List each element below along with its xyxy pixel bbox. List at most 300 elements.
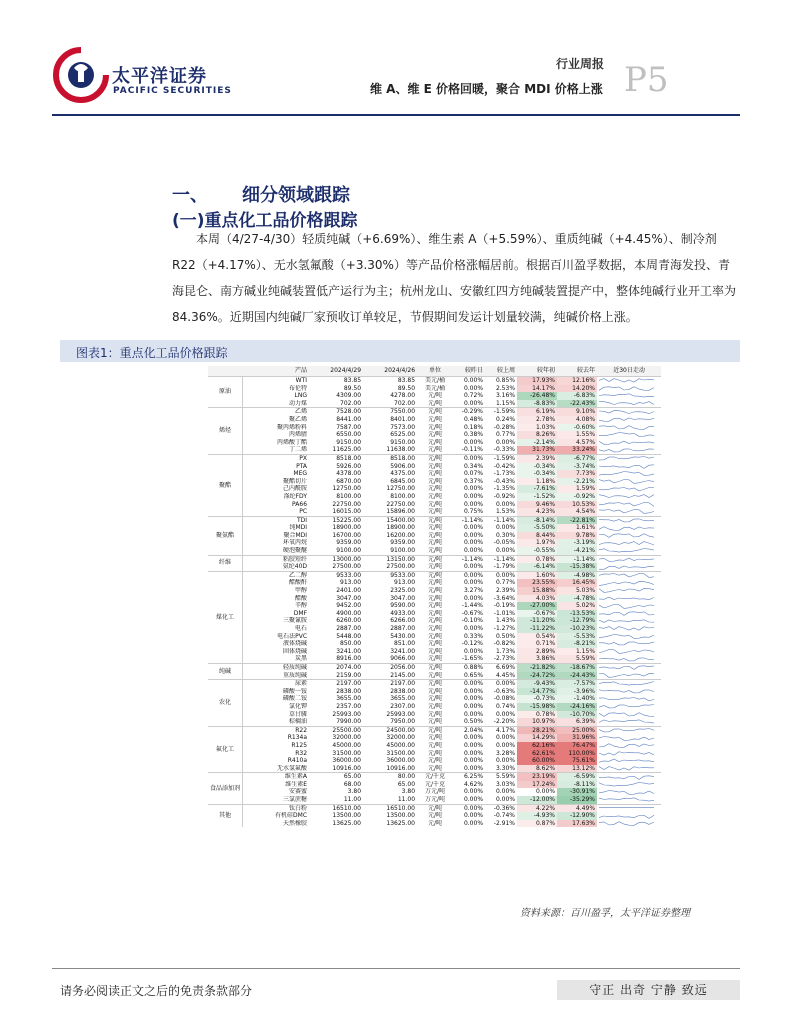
table-cell: 4.17% — [485, 726, 517, 734]
table-cell: 0.00% — [495, 757, 516, 765]
table-cell: 元/吨 — [428, 734, 443, 742]
column-header: 单位 — [417, 366, 453, 377]
table-cell: 2357.00 — [336, 702, 362, 710]
sparkline-path — [599, 729, 654, 732]
table-cell: -13.53% — [557, 610, 597, 618]
sparkline-path — [599, 682, 654, 686]
trend-sparkline-cell — [597, 446, 661, 454]
trend-sparkline — [599, 424, 659, 431]
table-cell: 0.00% — [453, 377, 485, 385]
table-cell: 元/吨 — [428, 812, 443, 820]
table-cell: 2307.00 — [390, 702, 416, 710]
table-cell: 4.54% — [557, 508, 597, 516]
trend-sparkline-cell — [597, 648, 661, 656]
table-cell: 元/吨 — [428, 749, 443, 757]
trend-sparkline — [599, 703, 659, 710]
table-cell: 三氯蔗糖 — [283, 796, 308, 804]
category-cell: 其他 — [208, 804, 243, 827]
trend-sparkline-cell — [597, 788, 661, 796]
trend-sparkline-cell — [597, 493, 661, 501]
table-cell: 4378.00 — [336, 470, 362, 478]
trend-sparkline — [599, 556, 659, 563]
table-row — [208, 454, 661, 462]
table-cell: 元/吨 — [428, 587, 443, 595]
table-cell: -1.59% — [485, 454, 517, 462]
table-row — [208, 547, 661, 555]
table-row — [208, 663, 661, 671]
trend-sparkline — [599, 711, 659, 718]
trend-sparkline — [599, 603, 659, 610]
table-row — [208, 595, 661, 603]
trend-sparkline-cell — [597, 610, 661, 618]
trend-sparkline — [599, 463, 659, 470]
table-cell: 元/吨 — [428, 718, 443, 726]
category-cell: 纯碱 — [208, 663, 243, 679]
trend-sparkline — [599, 508, 659, 515]
table-cell: 0.00% — [453, 571, 485, 579]
category-cell: 聚氨酯 — [208, 516, 243, 555]
table-cell: 12.16% — [557, 377, 597, 385]
table-row — [208, 688, 661, 696]
table-cell: 1.97% — [517, 539, 557, 547]
table-cell: 65.00 — [309, 773, 363, 781]
footer-divider — [52, 968, 740, 969]
table-cell: -14.77% — [517, 688, 557, 696]
table-cell: -8.21% — [557, 640, 597, 648]
table-cell: 0.00% — [463, 819, 484, 827]
table-cell: -0.36% — [485, 804, 517, 812]
table-cell: 0.00% — [463, 524, 484, 532]
table-cell: 炭黑 — [295, 655, 308, 663]
table-cell: 8518.00 — [309, 454, 363, 462]
table-cell: R32 — [295, 749, 308, 757]
column-header: 较去年 — [557, 366, 597, 377]
table-cell: 0.00% — [463, 485, 484, 493]
table-cell: 3655.00 — [336, 695, 362, 703]
trend-sparkline — [599, 820, 659, 827]
table-cell: 7.73% — [557, 470, 597, 478]
table-cell: 有机硅DMC — [275, 812, 308, 820]
sparkline-path — [599, 713, 654, 717]
table-cell: 1.53% — [495, 508, 516, 516]
sparkline-path — [599, 465, 654, 469]
table-row — [208, 695, 661, 703]
table-cell: 3.30% — [495, 764, 516, 772]
trend-sparkline — [599, 447, 659, 454]
table-cell: 2.53% — [495, 384, 516, 392]
table-cell: 0.00% — [485, 680, 517, 688]
trend-sparkline-cell — [597, 501, 661, 509]
table-cell: -30.91% — [557, 788, 597, 796]
sparkline-path — [599, 426, 654, 430]
sparkline-path — [599, 441, 654, 444]
trend-sparkline-cell — [597, 431, 661, 439]
table-cell: 4900.00 — [336, 609, 362, 617]
table-cell: 0.00% — [463, 734, 484, 742]
table-cell: 83.85 — [363, 377, 417, 385]
trend-sparkline-cell — [597, 454, 661, 462]
table-row — [208, 773, 661, 781]
table-cell: 醋酸酐 — [289, 579, 308, 587]
table-cell: 固体烧碱 — [283, 647, 308, 655]
table-cell: 9100.00 — [390, 547, 416, 555]
table-cell: 6260.00 — [336, 617, 362, 625]
table-cell: 美元/桶 — [417, 377, 453, 385]
table-cell: 聚合MDI — [283, 531, 308, 539]
table-cell: 9150.00 — [390, 438, 416, 446]
table-cell: 10916.00 — [332, 764, 362, 772]
paragraph-text: 本周（4/27-4/30）轻质纯碱（+6.69%）、维生素 A（+5.59%）、重质纯碱（+4.45%）、制冷剂 R22（+4.17%）、无水氢氟酸（+3.30%）等产品价格涨幅居前。根据百川盈孚数据，本周青海发投、青海昆仑、南方碱业纯碱装置低产运行为主；杭州龙山、安徽红四方纯碱装置提产中，整体纯碱行业开工率为 84.36%。近期国内纯碱厂家预收订单较足，节假期间发运计划量较满，纯碱价格上涨。 — [172, 232, 737, 324]
sparkline-path — [599, 815, 654, 818]
table-cell: 三聚氰胺 — [283, 617, 308, 625]
table-cell: 13000.00 — [309, 555, 363, 563]
table-cell: -15.98% — [517, 703, 557, 711]
table-cell: 元/吨 — [417, 726, 453, 734]
table-cell: 0.00% — [463, 788, 484, 796]
table-cell: 5.02% — [557, 602, 597, 610]
table-cell: 元/吨 — [417, 516, 453, 524]
table-cell: 5.03% — [557, 587, 597, 595]
table-cell: -1.35% — [493, 485, 516, 493]
table-cell: 14.29% — [517, 734, 557, 742]
table-cell: 元/吨 — [428, 446, 443, 454]
column-header: 较昨日 — [453, 366, 485, 377]
table-cell: 4.45% — [495, 671, 516, 679]
trend-sparkline — [599, 416, 659, 423]
table-cell: -24.72% — [517, 672, 557, 680]
table-cell: 0.87% — [517, 820, 557, 828]
trend-sparkline-cell — [597, 463, 661, 471]
table-cell: 2.04% — [453, 726, 485, 734]
table-row — [208, 431, 661, 439]
sparkline-path — [599, 767, 654, 771]
table-cell: 0.74% — [495, 702, 516, 710]
sparkline-path — [599, 472, 654, 476]
table-cell: 14.20% — [557, 385, 597, 393]
trend-sparkline — [599, 439, 659, 446]
table-cell: 维生素A — [243, 773, 310, 781]
table-cell: 13.12% — [557, 765, 597, 773]
table-cell: 31.96% — [557, 734, 597, 742]
table-cell: 1.55% — [557, 431, 597, 439]
table-cell: 75.61% — [557, 757, 597, 765]
table-cell: 元/吨 — [417, 408, 453, 416]
table-cell: 913.00 — [394, 579, 416, 587]
page-number: P5 — [624, 60, 669, 100]
table-cell: MEG — [293, 470, 308, 478]
table-cell: 0.00% — [463, 710, 484, 718]
trend-sparkline-cell — [597, 765, 661, 773]
table-cell: -0.19% — [493, 602, 516, 610]
table-cell: 0.00% — [453, 680, 485, 688]
table-cell: LNG — [294, 392, 308, 400]
table-row — [208, 602, 661, 610]
table-cell: 1.18% — [517, 478, 557, 486]
table-cell: 9.46% — [517, 501, 557, 509]
trend-sparkline — [599, 774, 659, 781]
table-cell: 3047.00 — [336, 594, 362, 602]
table-cell: 83.85 — [309, 377, 363, 385]
table-cell: 4.03% — [517, 595, 557, 603]
table-cell: 4278.00 — [390, 392, 416, 400]
table-cell: 0.00% — [495, 788, 516, 796]
table-cell: 聚酯切片 — [283, 477, 308, 485]
sparkline-path — [599, 736, 654, 740]
table-cell: 12750.00 — [332, 485, 362, 493]
table-cell: 3.86% — [517, 655, 557, 663]
table-cell: 元/吨 — [428, 602, 443, 610]
category-cell: 农化 — [208, 680, 243, 727]
trend-sparkline — [599, 400, 659, 407]
table-cell: 0.00% — [495, 438, 516, 446]
category-cell: 聚酯 — [208, 454, 243, 516]
table-row — [208, 742, 661, 750]
table-row — [208, 493, 661, 501]
table-cell: 元/吨 — [428, 531, 443, 539]
sparkline-path — [599, 574, 654, 578]
trend-sparkline-cell — [597, 655, 661, 663]
table-cell: 0.65% — [463, 671, 484, 679]
table-cell: 10.53% — [557, 501, 597, 509]
brand-name-en: PACIFIC SECURITIES — [113, 86, 232, 96]
table-cell: -1.14% — [485, 555, 517, 563]
trend-sparkline — [599, 718, 659, 725]
table-cell: 0.00% — [463, 384, 484, 392]
sparkline-path — [599, 519, 654, 522]
table-cell: 0.00% — [463, 764, 484, 772]
table-cell: 8.44% — [517, 532, 557, 540]
table-cell: 元/吨 — [428, 392, 443, 400]
table-cell: 0.00% — [495, 524, 516, 532]
table-cell: 4.49% — [557, 804, 597, 812]
table-cell: 16510.00 — [363, 804, 417, 812]
table-cell: 4375.00 — [390, 470, 416, 478]
trend-sparkline — [599, 640, 659, 647]
table-cell: 8.62% — [517, 765, 557, 773]
table-cell: 聚丙烯粉料 — [277, 423, 308, 431]
table-cell: -0.33% — [493, 446, 516, 454]
table-row — [208, 625, 661, 633]
table-cell: -7.61% — [517, 485, 557, 493]
table-cell: -0.34% — [517, 463, 557, 471]
table-cell: 元/吨 — [417, 804, 453, 812]
table-cell: 702.00 — [340, 399, 362, 407]
table-cell: -22.81% — [557, 516, 597, 524]
column-header: 2024/4/26 — [363, 366, 417, 377]
table-cell: 0.00% — [463, 647, 484, 655]
table-row — [208, 757, 661, 765]
trend-sparkline — [599, 648, 659, 655]
table-cell: 15400.00 — [363, 516, 417, 524]
category-cell: 纤维 — [208, 555, 243, 571]
table-cell: 元/吨 — [428, 640, 443, 648]
table-cell: 2.39% — [517, 454, 557, 462]
trend-sparkline — [599, 564, 659, 571]
category-cell: 煤化工 — [208, 571, 243, 663]
table-cell: 17.93% — [517, 377, 557, 385]
table-cell: -3.74% — [557, 463, 597, 471]
table-cell: 9452.00 — [336, 602, 362, 610]
table-cell: PTA — [296, 462, 308, 470]
trend-sparkline — [599, 789, 659, 796]
table-cell: -27.00% — [517, 602, 557, 610]
table-cell: 0.00% — [535, 788, 556, 796]
table-cell: -2.91% — [493, 819, 516, 827]
trend-sparkline-cell — [597, 703, 661, 711]
table-cell: 13150.00 — [363, 555, 417, 563]
header-divider — [52, 114, 740, 116]
table-cell: -12.90% — [557, 812, 597, 820]
sparkline-path — [599, 822, 654, 826]
table-cell: DMF — [293, 609, 308, 617]
table-cell: 65.00 — [397, 780, 416, 788]
trend-sparkline — [599, 625, 659, 632]
table-cell: 33.24% — [557, 446, 597, 454]
table-cell: 36000.00 — [386, 757, 416, 765]
table-cell: 0.00% — [453, 454, 485, 462]
table-cell: 45000.00 — [386, 741, 416, 749]
table-cell: 元/吨 — [428, 609, 443, 617]
table-cell: 3.80 — [401, 788, 416, 796]
table-cell: 元/吨 — [428, 625, 443, 632]
table-cell: -18.67% — [557, 663, 597, 671]
table-cell: 2838.00 — [336, 687, 362, 695]
table-cell: 硬泡聚醚 — [283, 547, 308, 555]
sparkline-path — [599, 510, 654, 514]
table-cell: -0.11% — [461, 446, 484, 454]
figure-caption: 图表1：重点化工品价格跟踪 — [76, 346, 228, 360]
sparkline-path — [599, 650, 654, 654]
table-cell: -9.43% — [517, 680, 557, 688]
table-body — [208, 377, 661, 828]
table-cell: 851.00 — [394, 640, 416, 648]
table-row — [208, 532, 661, 540]
trend-sparkline — [599, 618, 659, 625]
table-cell: WTI — [243, 377, 310, 385]
table-cell: 14.17% — [517, 385, 557, 393]
table-cell: 1.03% — [517, 424, 557, 432]
table-cell: 8100.00 — [390, 492, 416, 500]
category-cell: 烯烃 — [208, 408, 243, 455]
sparkline-path — [599, 697, 654, 700]
trend-sparkline — [599, 680, 659, 687]
table-cell: 0.48% — [463, 415, 484, 423]
body-paragraph — [172, 226, 740, 330]
table-cell: 2.78% — [517, 416, 557, 424]
table-cell: -0.08% — [493, 695, 516, 703]
trend-sparkline-cell — [597, 539, 661, 547]
category-cell: 食品添加剂 — [208, 773, 243, 804]
table-cell: 元/吨 — [428, 710, 443, 718]
table-cell: -1.65% — [461, 655, 484, 663]
sparkline-path — [599, 558, 654, 561]
table-cell: 2401.00 — [336, 587, 362, 595]
trend-sparkline-cell — [597, 625, 661, 633]
sparkline-path — [599, 798, 654, 801]
table-cell: 22750.00 — [332, 500, 362, 508]
table-cell: 元/吨 — [428, 415, 443, 423]
brand-name-cn: 太平洋证券 — [112, 66, 207, 87]
table-cell: 6525.00 — [390, 431, 416, 439]
section-number: 一、 — [172, 185, 208, 206]
table-cell: -12.00% — [517, 796, 557, 804]
table-cell: -1.73% — [493, 470, 516, 478]
table-row — [208, 765, 661, 773]
table-cell: 元/吨 — [428, 632, 443, 640]
trend-sparkline — [599, 392, 659, 399]
table-cell: 电石 — [295, 625, 308, 632]
table-cell: 0.00% — [463, 500, 484, 508]
table-cell: -1.59% — [485, 408, 517, 416]
table-cell: 1.59% — [557, 485, 597, 493]
table-cell: 24500.00 — [363, 726, 417, 734]
table-cell: 60.00% — [517, 757, 557, 765]
table-cell: 布伦特 — [289, 384, 308, 392]
table-cell: 9.10% — [557, 408, 597, 416]
trend-sparkline-cell — [597, 555, 661, 563]
table-cell: 32000.00 — [386, 734, 416, 742]
table-cell: 元/千克 — [417, 773, 453, 781]
sparkline-path — [599, 658, 654, 661]
table-cell: -1.01% — [493, 609, 516, 617]
table-cell: 0.00% — [463, 399, 484, 407]
table-cell: -1.14% — [453, 516, 485, 524]
table-cell: 元/吨 — [428, 579, 443, 587]
table-cell: 80.00 — [363, 773, 417, 781]
table-cell: 1.15% — [495, 399, 516, 407]
table-cell: 5926.00 — [336, 462, 362, 470]
table-cell: 0.77% — [495, 579, 516, 587]
table-cell: 0.78% — [517, 711, 557, 719]
trend-sparkline-cell — [597, 742, 661, 750]
column-header: 较上周 — [485, 366, 517, 377]
table-row — [208, 439, 661, 447]
table-cell: 10916.00 — [386, 764, 416, 772]
table-cell: 0.75% — [463, 508, 484, 516]
table-cell: 4933.00 — [390, 609, 416, 617]
table-cell: 元/吨 — [428, 477, 443, 485]
table-cell: 76.47% — [557, 742, 597, 750]
table-cell: 元/吨 — [428, 647, 443, 655]
table-cell: -2.73% — [493, 655, 516, 663]
table-cell: 4.23% — [517, 508, 557, 516]
table-cell: 动力煤 — [289, 399, 308, 407]
table-cell: 0.37% — [463, 477, 484, 485]
table-row — [208, 655, 661, 663]
table-row — [208, 672, 661, 680]
table-cell: 美元/桶 — [425, 384, 446, 392]
table-cell: 4.57% — [557, 439, 597, 447]
table-cell: 18900.00 — [332, 524, 362, 532]
table-cell: 13500.00 — [386, 812, 416, 820]
table-cell: 5430.00 — [390, 632, 416, 640]
table-cell: 31500.00 — [332, 749, 362, 757]
trend-sparkline-cell — [597, 563, 661, 571]
trend-sparkline — [599, 750, 659, 757]
table-row — [208, 485, 661, 493]
table-cell: 乙烯 — [243, 408, 310, 416]
table-row — [208, 726, 661, 734]
table-cell: 5.59% — [557, 655, 597, 663]
table-cell: -4.98% — [557, 571, 597, 579]
trend-sparkline — [599, 727, 659, 734]
table-cell: 聚乙烯 — [289, 415, 308, 423]
table-cell: 0.00% — [463, 539, 484, 547]
table-cell: 16200.00 — [386, 531, 416, 539]
table-row — [208, 640, 661, 648]
table-cell: 7950.00 — [390, 718, 416, 726]
table-row — [208, 416, 661, 424]
